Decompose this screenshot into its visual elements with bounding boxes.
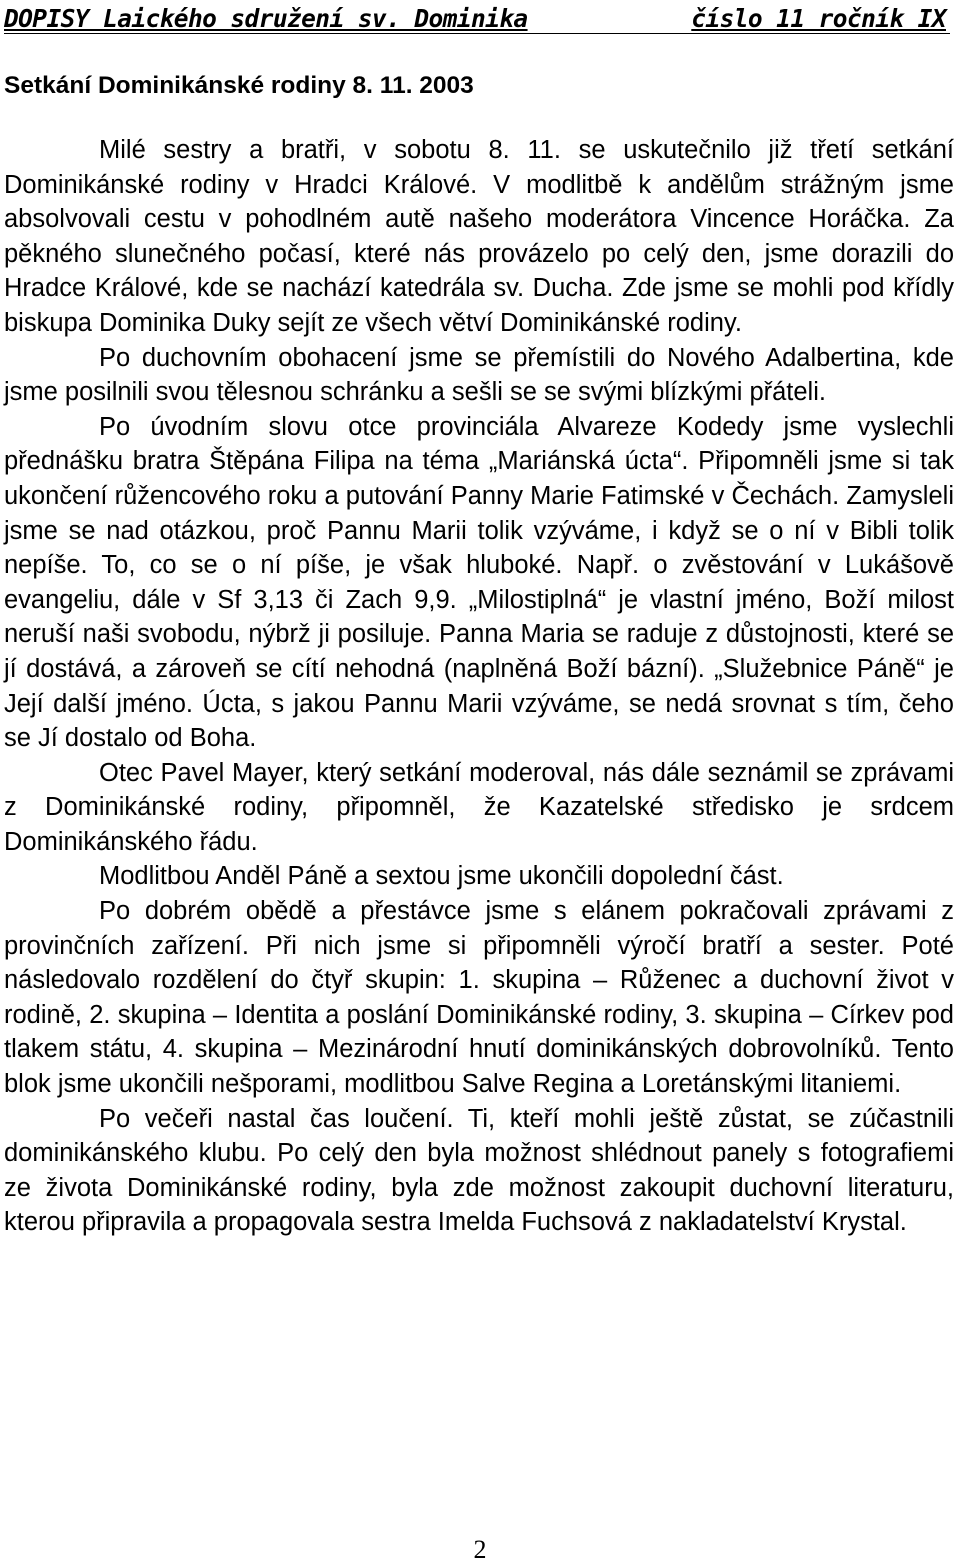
article-title: Setkání Dominikánské rodiny 8. 11. 2003: [4, 72, 474, 99]
article-body: [4, 133, 956, 1240]
paragraph-7: Po večeři nastal čas loučení. Ti, kteří mohli ještě zůstat, se zúčastnili dominikánského klubu. Po celý den byla možnost shlédnout panely s fotografiemi ze života Dominikánské rodiny, byla zde možnost zakoupit duchovní literaturu, kterou připravila a propagovala sestra Imelda Fuchsová z nakladatelství Krystal.: [4, 1104, 954, 1237]
paragraph-4: Otec Pavel Mayer, který setkání moderoval, nás dále seznámil se zprávami z Dominikánské rodiny, připomněl, že Kazatelské středisko je srdcem Dominikánského řádu.: [4, 758, 954, 856]
page-number: 2: [473, 1535, 487, 1564]
paragraph-5: Modlitbou Anděl Páně a sextou jsme ukončili dopolední část.: [99, 862, 784, 891]
header-issue-number: číslo 11 ročník IX: [691, 4, 946, 33]
document-page: [4, 0, 956, 1240]
paragraph-2: Po duchovním obohacení jsme se přemístili do Nového Adalbertina, kde jsme posilnili svou tělesnou schránku a sešli se se svými blízkými přáteli.: [4, 343, 954, 407]
page-header: [4, 2, 956, 42]
paragraph-3: Po úvodním slovu otce provinciála Alvareze Kodedy jsme vyslechli přednášku bratra Štěpána Filipa na téma „Mariánská úcta“. Připomněli jsme si tak ukončení růžencového roku a putování Panny Marie Fatimské v Čechách. Zamysleli jsme se nad otázkou, proč Pannu Marii tolik vzýváme, i když se o ní v Bibli tolik nepíše. To, co se o ní píše, je však hluboké. Např. o zvěstování v Lukášově evangeliu, dále v Sf 3,13 či Zach 9,9. „Milostiplná“ je vlastní jméno, Boží milost neruší naši svobodu, nýbrž ji posiluje. Panna Maria se raduje z důstojnosti, které se jí dostává, a zároveň se cítí nehodná (naplněná Boží bázní). „Služebnice Páně“ je Její další jméno. Úcta, s jakou Pannu Marii vzýváme, se nedá srovnat s tím, čeho se Jí dostalo od Boha.: [4, 412, 954, 753]
paragraph-1: Milé sestry a bratři, v sobotu 8. 11. se uskutečnilo již třetí setkání Dominikánské rodiny v Hradci Králové. V modlitbě k andělům strážným jsme absolvovali cestu v pohodlném autě našeho moderátora Vincence Horáčka. Za pěkného slunečného počasí, které nás provázelo po celý den, jsme dorazili do Hradce Králové, kde se nachází katedrála sv. Ducha. Zde jsme se mohli pod křídly biskupa Dominika Duky sejít ze všech větví Dominikánské rodiny.: [4, 136, 954, 337]
paragraph-6: Po dobrém obědě a přestávce jsme s elánem pokračovali zprávami z provinčních zařízení. Při nich jsme si připomněli výročí bratří a sester. Poté následovalo rozdělení do čtyř skupin: 1. skupina – Růženec a duchovní život v rodině, 2. skupina – Identita a poslání Dominikánské rodiny, 3. skupina – Církev pod tlakem státu, 4. skupina – Mezinárodní hnutí dominikánských dobrovolníků. Tento blok jsme ukončili nešporami, modlitbou Salve Regina a Loretánskými litaniemi.: [4, 897, 954, 1099]
header-publication-title: DOPISY Laického sdružení sv. Dominika: [4, 4, 528, 33]
